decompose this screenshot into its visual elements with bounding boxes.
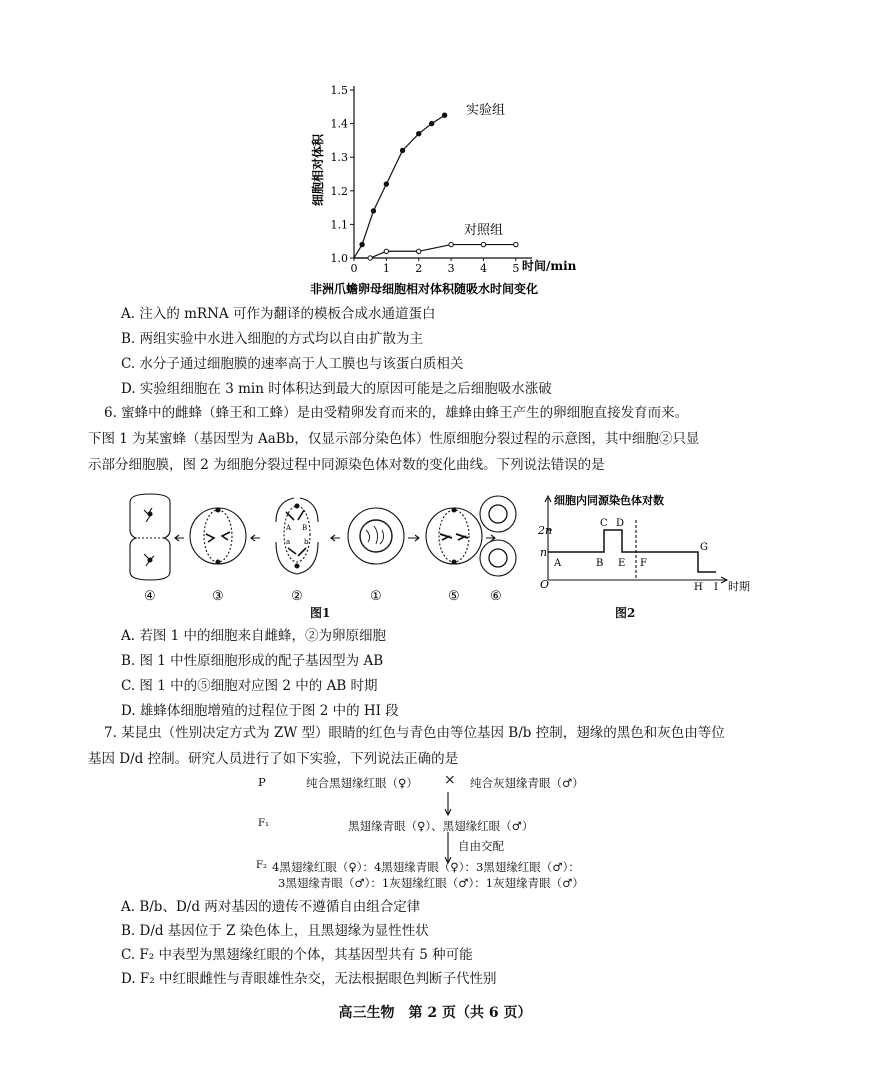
y-tick-label: 1.3 <box>330 151 348 165</box>
cross-f2-label: F₂ <box>256 860 267 871</box>
q6-stem-line-3: 示部分细胞膜，图 2 为细胞分裂过程中同源染色体对数的变化曲线。下列说法错误的是 <box>88 457 605 473</box>
cross-mating: 自由交配 <box>458 839 504 853</box>
fig2-point-A: A <box>554 558 562 569</box>
point-experiment <box>429 121 433 125</box>
point-experiment <box>442 113 446 117</box>
q6-option-b: B. 图 1 中性原细胞形成的配子基因型为 AB <box>121 653 384 669</box>
y-tick-label: 1.1 <box>330 218 348 232</box>
point-control <box>514 242 518 246</box>
cross-p-left: 纯合黑翅缘红眼（♀） <box>306 776 418 790</box>
cell-label-5: ⑤ <box>448 589 460 604</box>
series-label-experiment: 实验组 <box>466 103 506 118</box>
x-tick-label: 4 <box>479 262 487 275</box>
q7-option-d: D. F₂ 中红眼雌性与青眼雄性杂交，无法根据眼色判断子代性别 <box>121 971 497 987</box>
point-experiment <box>360 242 364 246</box>
cell-6-diagram <box>480 496 516 576</box>
cell-5-diagram <box>426 508 482 564</box>
x-tick-label: 1 <box>382 262 390 275</box>
series-line-control <box>354 245 516 258</box>
q7-option-c: C. F₂ 中表型为黑翅缘红眼的个体，其基因型共有 5 种可能 <box>121 947 473 963</box>
q7-stem-line-1: 7. 某昆虫（性别决定方式为 ZW 型）眼睛的红色与青色由等位基因 B/b 控制，翅缘的黑色和灰色由等位 <box>104 725 725 741</box>
fig2-point-B: B <box>596 558 604 569</box>
cross-f2-line-2: 3黑翅缘青眼（♂）：1灰翅缘红眼（♂）：1灰翅缘青眼（♂） <box>278 876 584 890</box>
fig2-point-F: F <box>640 558 647 569</box>
point-control <box>417 249 421 253</box>
series-label-control: 对照组 <box>464 223 504 238</box>
q5-option-c: C. 水分子通过细胞膜的速率高于人工膜也与该蛋白质相关 <box>121 356 464 372</box>
fig2-ytick-2n: 2n <box>538 524 553 537</box>
y-tick-label: 1.2 <box>330 184 348 198</box>
x-ticks <box>351 258 520 275</box>
gene-label-B: B <box>302 524 308 532</box>
q5-option-b: B. 两组实验中水进入细胞的方式均以自由扩散为主 <box>121 331 424 347</box>
fig2-point-I: I <box>714 582 718 593</box>
cell-label-6: ⑥ <box>490 589 502 604</box>
q6-option-c: C. 图 1 中的⑤细胞对应图 2 中的 AB 时期 <box>121 678 378 694</box>
cross-p-label: P <box>258 775 266 789</box>
q7-option-a: A. B/b、D/d 两对基因的遗传不遵循自由组合定律 <box>121 899 421 915</box>
q6-stem <box>88 400 769 478</box>
fig2-point-E: E <box>618 558 626 569</box>
y-axis-label: 细胞相对体积 <box>311 133 325 206</box>
point-experiment <box>417 131 421 135</box>
q7-option-b: B. D/d 基因位于 Z 染色体上，且黑翅缘为显性性状 <box>121 923 429 939</box>
y-tick-label: 1.5 <box>330 84 348 97</box>
cross-p-right: 纯合灰翅缘青眼（♂） <box>470 776 584 790</box>
q7-stem-line-2: 基因 D/d 控制。研究人员进行了如下实验，下列说法正确的是 <box>88 751 459 767</box>
q6-option-a: A. 若图 1 中的细胞来自雌蜂，②为卵原细胞 <box>121 628 387 644</box>
cell-label-1: ① <box>370 589 382 604</box>
y-tick-label: 1.0 <box>330 252 348 265</box>
point-experiment <box>384 182 388 186</box>
q7-stem <box>88 720 769 772</box>
fig2-point-D: D <box>616 518 625 529</box>
point-experiment <box>400 148 404 152</box>
cell-4-diagram <box>130 494 170 580</box>
x-tick-label: 0 <box>350 262 358 275</box>
cell-label-2: ② <box>291 589 303 604</box>
point-control <box>481 242 485 246</box>
point-control <box>368 256 372 260</box>
figure-1-cell-division <box>118 492 518 622</box>
cell-volume-chart <box>300 78 600 298</box>
fig2-point-H: H <box>694 582 703 593</box>
fig2-x-label: 时期 <box>728 580 750 593</box>
q6-option-d: D. 雄蜂体细胞增殖的过程位于图 2 中的 HI 段 <box>121 703 399 719</box>
chart-axes <box>354 86 532 258</box>
fig2-curve <box>548 530 716 572</box>
figure-2-homolog-pairs <box>536 490 760 596</box>
x-axis-label: 时间/min <box>522 259 577 273</box>
series-line-experiment <box>354 115 445 258</box>
figure-1-caption: 图1 <box>310 606 331 620</box>
q6-stem-line-1: 6. 蜜蜂中的雌蜂（蜂王和工蜂）是由受精卵发育而来的，雄蜂由蜂王产生的卵细胞直接发育而来。 <box>104 405 689 421</box>
x-tick-label: 2 <box>415 262 423 275</box>
point-control <box>384 249 388 253</box>
figure-2-caption: 图2 <box>615 606 636 620</box>
fig2-y-label: 细胞内同源染色体对数 <box>554 494 664 507</box>
y-ticks <box>331 84 355 265</box>
chart-title: 非洲爪蟾卵母细胞相对体积随吸水时间变化 <box>310 282 539 296</box>
fig2-ytick-n: n <box>540 546 548 559</box>
cross-f1-text: 黑翅缘青眼（♀）、黑翅缘红眼（♂） <box>348 819 534 833</box>
gene-label-A: A <box>286 524 292 532</box>
chart-series <box>354 113 518 260</box>
cell-label-4: ④ <box>144 589 156 604</box>
fig2-point-G: G <box>700 542 708 553</box>
cell-label-3: ③ <box>212 589 224 604</box>
cell-2-diagram <box>276 498 318 574</box>
cell-3-diagram <box>190 508 246 564</box>
gene-label-a: a <box>286 538 291 546</box>
cross-times: × <box>444 772 456 788</box>
x-tick-label: 3 <box>447 262 455 275</box>
fig2-point-C: C <box>600 518 608 529</box>
point-control <box>449 242 453 246</box>
q5-option-a: A. 注入的 mRNA 可作为翻译的模板合成水通道蛋白 <box>121 306 436 322</box>
gene-label-b: b <box>304 538 309 546</box>
fig2-origin: O <box>540 578 550 591</box>
q6-stem-line-2: 下图 1 为某蜜蜂（基因型为 AaBb，仅显示部分染色体）性原细胞分裂过程的示意图，其中细胞②只显 <box>88 431 700 447</box>
y-tick-label: 1.4 <box>330 117 348 131</box>
cross-f1-label: F₁ <box>258 818 269 829</box>
point-experiment <box>371 209 375 213</box>
q5-option-d: D. 实验组细胞在 3 min 时体积达到最大的原因可能是之后细胞吸水涨破 <box>121 381 552 397</box>
page-footer: 高三生物 第 2 页（共 6 页） <box>338 1005 532 1021</box>
cell-1-diagram <box>348 508 404 564</box>
x-tick-label: 5 <box>512 262 520 275</box>
cross-f2-line-1: 4黑翅缘红眼（♀）：4黑翅缘青眼（♀）：3黑翅缘红眼（♂）： <box>272 860 580 874</box>
